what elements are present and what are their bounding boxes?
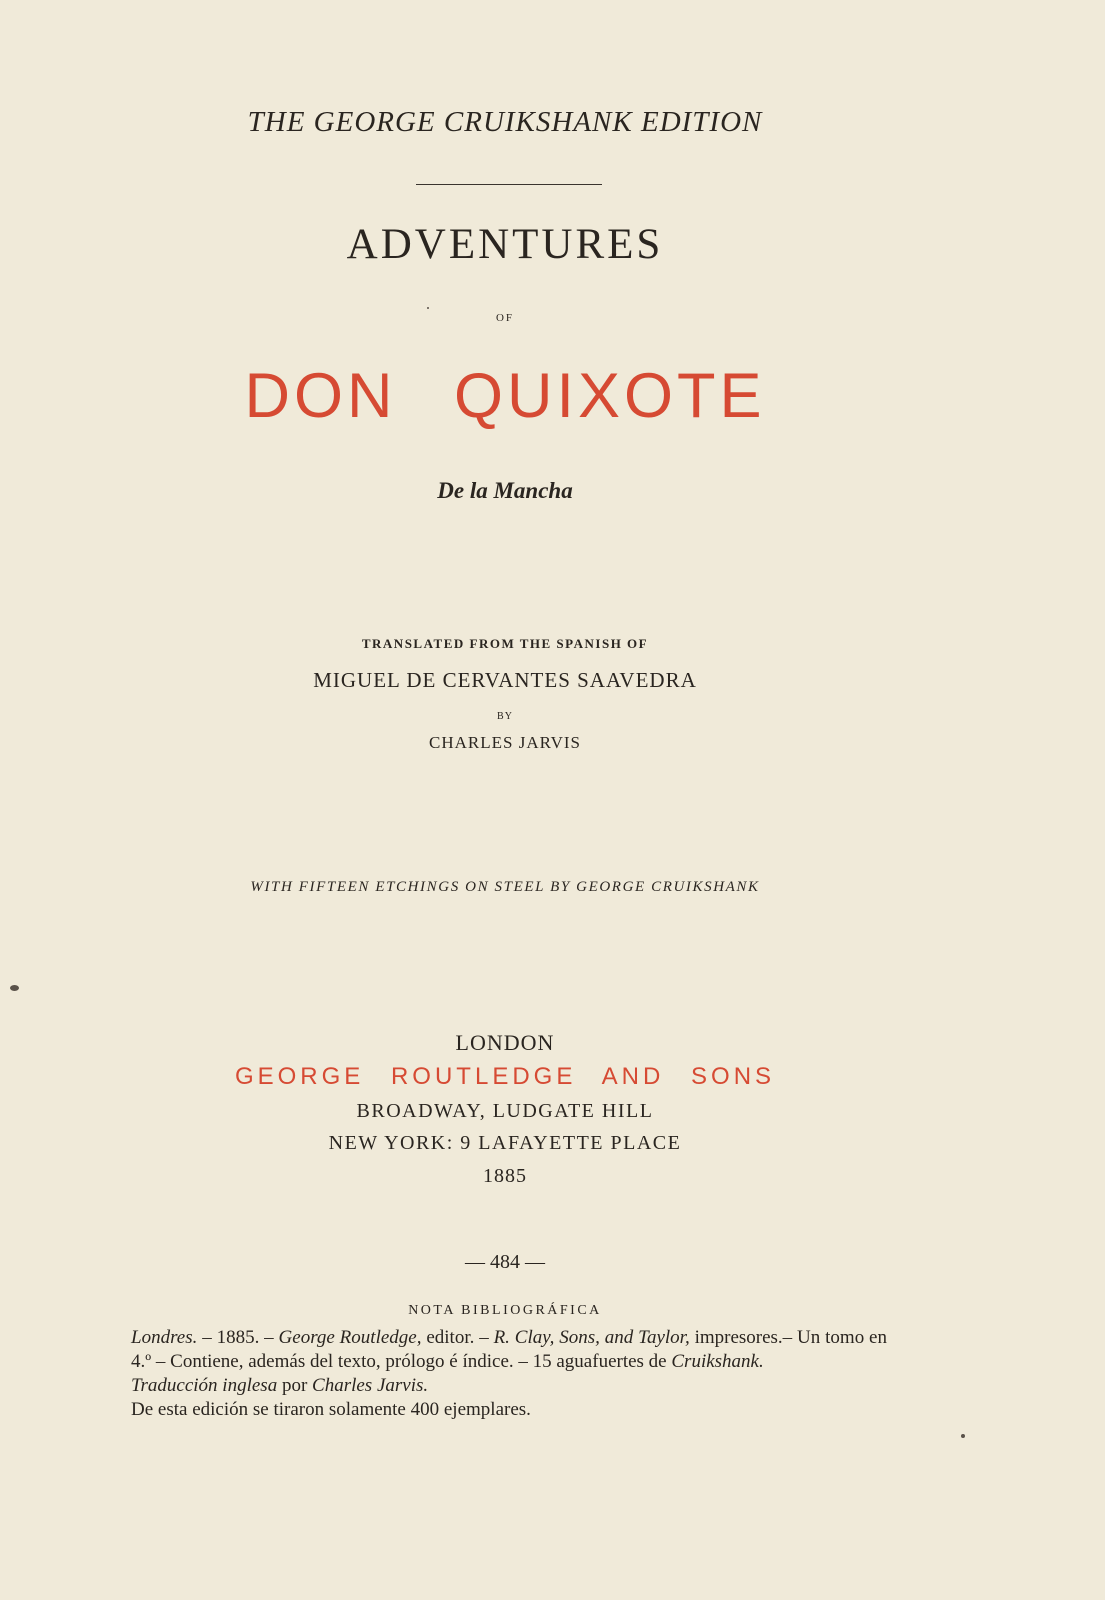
imprint-address-new-york: NEW YORK: 9 LAFAYETTE PLACE (328, 1132, 682, 1154)
note-artist: Cruikshank. (671, 1351, 764, 1372)
nota-heading: NOTA BIBLIOGRÁFICA (408, 1303, 602, 1318)
note-translation-por: por (277, 1375, 313, 1396)
note-description: impresores.– Un tomo en 4.º – Contiene, además del texto, prólogo é índice. – 15 aguafuertes de (131, 1327, 887, 1372)
note-year: – 1885. – (197, 1327, 279, 1348)
note-translation (131, 1374, 887, 1398)
subtitle-de-la-mancha: De la Mancha (437, 478, 573, 503)
translator-name: CHARLES JARVIS (429, 733, 581, 752)
page-number: — 484 — (465, 1251, 545, 1273)
bibliographic-note (131, 1326, 887, 1422)
imprint-publisher: GEORGE ROUTLEDGE AND SONS (234, 1063, 776, 1090)
note-printers: R. Clay, Sons, and Taylor, (493, 1327, 690, 1348)
illustrations-credit: WITH FIFTEEN ETCHINGS ON STEEL BY GEORGE CRUIKSHANK (250, 879, 760, 895)
note-publisher: George Routledge, (278, 1327, 422, 1348)
imprint-address-london: BROADWAY, LUDGATE HILL (356, 1100, 654, 1122)
imprint-year: 1885 (483, 1165, 527, 1187)
title-adventures: ADVENTURES (346, 221, 664, 268)
author-name: MIGUEL DE CERVANTES SAAVEDRA (313, 668, 697, 692)
by-line: BY (497, 711, 513, 722)
edition-title: THE GEORGE CRUIKSHANK EDITION (247, 106, 763, 138)
title-of: OF (495, 312, 515, 324)
note-place: Londres. (131, 1327, 198, 1348)
note-translator: Charles Jarvis. (312, 1375, 429, 1396)
title-don-quixote: DON QUIXOTE (244, 361, 766, 431)
paper-speck (961, 1434, 965, 1438)
imprint-city: LONDON (455, 1030, 555, 1055)
paper-speck (10, 985, 19, 991)
note-editor-label: editor. – (421, 1327, 494, 1348)
paper-speck (427, 307, 429, 309)
note-copies: De esta edición se tiraron solamente 400 ejemplares. (131, 1399, 531, 1420)
translated-from-line: TRANSLATED FROM THE SPANISH OF (361, 636, 649, 651)
note-paragraph (131, 1326, 887, 1374)
note-translation-label: Traducción inglesa (131, 1375, 278, 1396)
title-divider (416, 184, 602, 185)
